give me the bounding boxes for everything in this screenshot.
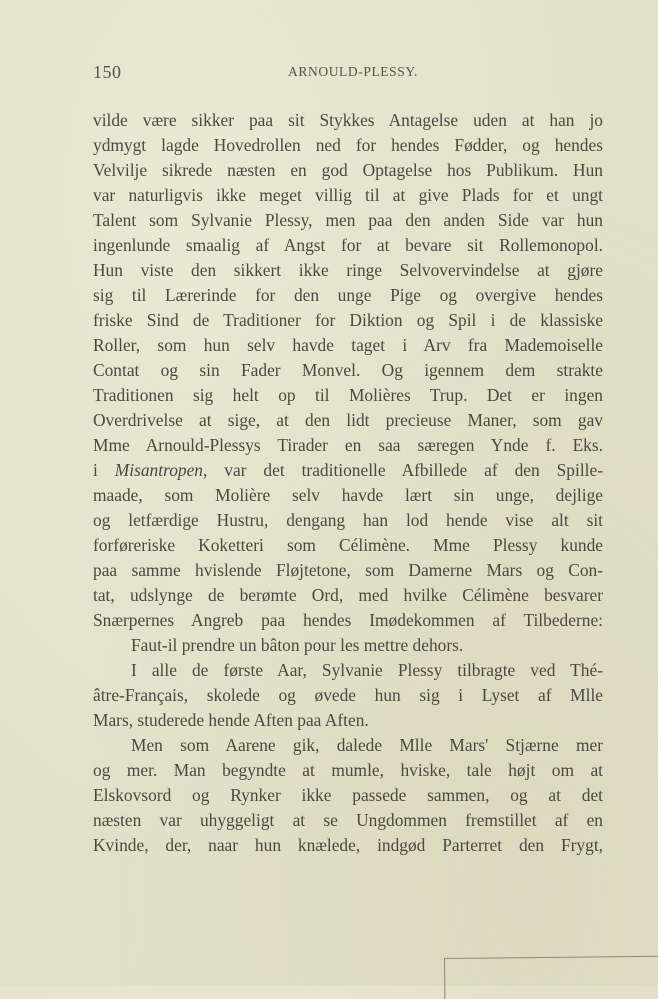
italic-work-title: Misantropen <box>114 460 204 480</box>
text-line: maade, som Molière selv havde lært sin unge, dejlige <box>93 485 603 505</box>
text-line: tat, udslynge de berømte Ord, med hvilke Célimène besvarer <box>93 585 603 605</box>
text-line: var naturligvis ikke meget villig til at give Plads for et ungt <box>93 185 603 205</box>
page-number: 150 <box>93 62 122 82</box>
text-line: friske Sind de Traditioner for Diktion og Spil i de klassiske <box>93 310 603 330</box>
text-line: Overdrivelse at sige, at den lidt precieuse Maner, som gav <box>93 410 603 430</box>
text-line: sig til Lærerinde for den unge Pige og overgive hendes <box>93 285 603 305</box>
text-line: og mer. Man begyndte at mumle, hviske, tale højt om at <box>93 760 603 780</box>
paragraph-first-line: I alle de første Aar, Sylvanie Plessy tilbragte ved Thé- <box>131 660 603 680</box>
text-fragment: , var det traditionelle Afbillede af den Spille- <box>203 460 603 480</box>
paragraph-first-line: Men som Aarene gik, dalede Mlle Mars' Stjærne mer <box>131 735 603 755</box>
text-line: Contat og sin Fader Monvel. Og igennem dem strakte <box>93 360 603 380</box>
text-line: Kvinde, der, naar hun knælede, indgød Parterret den Frygt, <box>93 835 603 855</box>
text-line: og letfærdige Hustru, dengang han lod hende vise alt sit <box>93 510 603 530</box>
text-line: Roller, som hun selv havde taget i Arv fra Mademoiselle <box>93 335 603 355</box>
text-line: næsten var uhyggeligt at se Ungdommen fremstillet af en <box>93 810 603 830</box>
quotation-line: Faut-il prendre un bâton pour les mettre dehors. <box>131 635 464 655</box>
text-line: vilde være sikker paa sit Stykkes Antagelse uden at han jo <box>93 110 603 130</box>
text-line: Elskovsord og Rynker ikke passede sammen, og at det <box>93 785 603 805</box>
paragraph-last-line: Mars, studerede hende Aften paa Aften. <box>93 710 369 730</box>
text-line: Velvilje sikrede næsten en god Optagelse hos Publikum. Hun <box>93 160 603 180</box>
text-line: paa samme hvislende Fløjtetone, som Damerne Mars og Con- <box>93 560 603 580</box>
running-head-title: ARNOULD-PLESSY. <box>288 64 418 79</box>
text-line: ingenlunde smaalig af Angst for at bevare sit Rollemonopol. <box>93 235 603 255</box>
text-line: Snærpernes Angreb paa hendes Imødekommen af Tilbederne: <box>93 610 603 630</box>
text-line-with-title <box>93 458 603 483</box>
text-line: Mme Arnould-Plessys Tirader en saa særegen Ynde f. Eks. <box>93 435 603 455</box>
body-text <box>93 108 603 858</box>
text-line: Talent som Sylvanie Plessy, men paa den anden Side var hun <box>93 210 603 230</box>
text-line: ydmygt lagde Hovedrollen ned for hendes Fødder, og hendes <box>93 135 603 155</box>
text-line: Traditionen sig helt op til Molières Trup. Det er ingen <box>93 385 603 405</box>
text-line: forføreriske Koketteri som Célimène. Mme Plessy kunde <box>93 535 603 555</box>
scan-corner-mark <box>444 956 658 999</box>
text-fragment: i <box>93 460 115 480</box>
running-head <box>93 62 603 84</box>
text-line: âtre-Français, skolede og øvede hun sig i Lyset af Mlle <box>93 685 603 705</box>
text-line: Hun viste den sikkert ikke ringe Selvovervindelse at gjøre <box>93 260 603 280</box>
